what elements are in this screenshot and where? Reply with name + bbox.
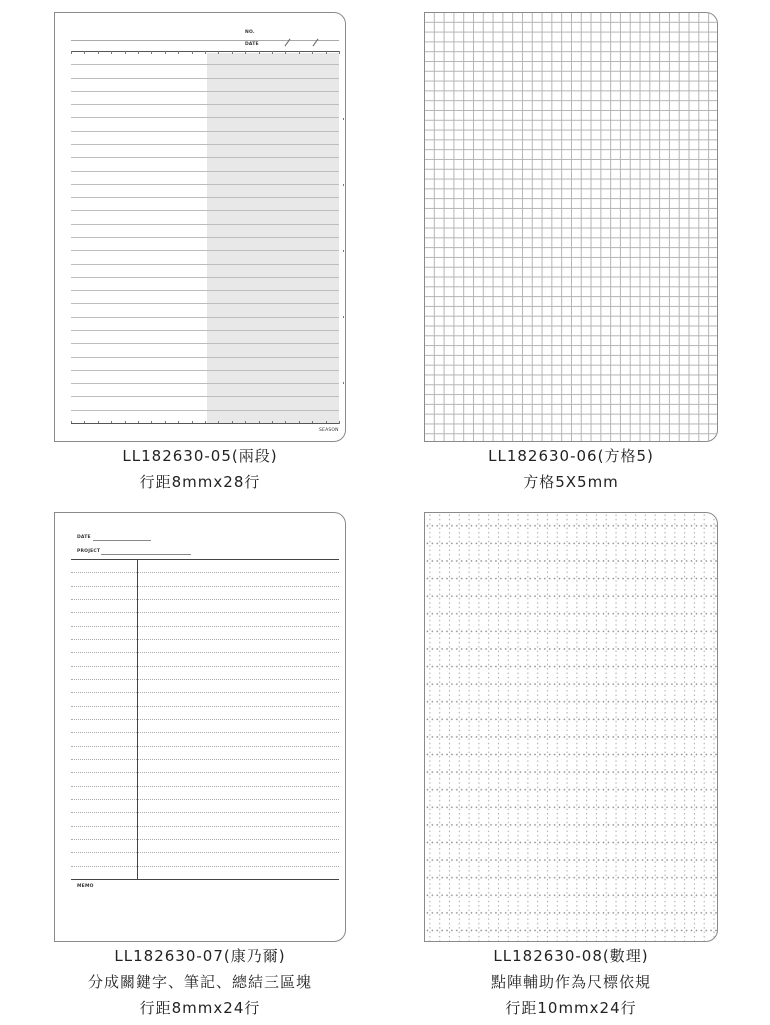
ruler-tick: [285, 51, 286, 54]
product-name: LL182630-07(康乃爾): [114, 947, 286, 965]
dotted-line: [71, 772, 339, 773]
date-label: DATE: [245, 42, 259, 47]
ruler-tick: [218, 51, 219, 54]
caption-08: [391, 943, 751, 1021]
project-label: PROJECT: [77, 549, 101, 554]
ruler-tick: [178, 51, 179, 54]
ruled-line: [71, 78, 339, 79]
dotted-line: [71, 799, 339, 800]
footer-rule: [71, 423, 339, 424]
edge-mark: [343, 382, 345, 384]
ruled-line: [71, 64, 339, 65]
ruler-tick: [339, 421, 340, 424]
ruled-line: [71, 357, 339, 358]
notebook-page-two-section: [54, 12, 346, 442]
dotted-line: [71, 679, 339, 680]
ruled-line: [71, 250, 339, 251]
dotted-line: [71, 599, 339, 600]
ruler-tick: [272, 51, 273, 54]
date-underline: [93, 540, 151, 541]
dotted-line: [71, 652, 339, 653]
ruled-line: [71, 144, 339, 145]
dotted-line: [71, 786, 339, 787]
product-spec: 方格5X5mm: [523, 473, 619, 491]
ruler-tick: [125, 51, 126, 54]
ruler-tick: [339, 51, 340, 54]
ruler-tick: [245, 51, 246, 54]
project-underline: [101, 554, 191, 555]
no-underline: [71, 40, 339, 41]
ruler-tick: [312, 51, 313, 54]
product-name: LL182630-05(兩段): [122, 447, 278, 465]
ruled-line: [71, 224, 339, 225]
ruler-tick: [165, 51, 166, 54]
edge-mark: [343, 118, 345, 120]
brand-logo: SEASON: [319, 428, 339, 433]
ruler-tick: [205, 51, 206, 54]
ruler-tick: [151, 51, 152, 54]
ruled-line: [71, 237, 339, 238]
ruled-line: [71, 91, 339, 92]
header-rule: [71, 559, 339, 560]
dotted-line: [71, 586, 339, 587]
dot-grid-rows: [425, 513, 717, 941]
ruled-line: [71, 210, 339, 211]
ruled-line: [71, 396, 339, 397]
dotted-line: [71, 639, 339, 640]
dotted-line: [71, 826, 339, 827]
ruler-tick: [192, 51, 193, 54]
no-label: NO.: [245, 30, 255, 35]
caption-07: [20, 943, 380, 1021]
shaded-column: [207, 53, 339, 423]
ruler-tick: [299, 51, 300, 54]
product-spec: 行距10mmx24行: [505, 999, 637, 1017]
notebook-page-cornell: [54, 512, 346, 942]
edge-mark: [343, 250, 345, 252]
product-desc: 點陣輔助作為尺標依規: [490, 973, 651, 991]
dotted-line: [71, 572, 339, 573]
dotted-line: [71, 812, 339, 813]
ruler-tick: [138, 51, 139, 54]
memo-label: MEMO: [77, 884, 94, 889]
ruled-line: [71, 343, 339, 344]
dotted-line: [71, 732, 339, 733]
ruler-tick: [84, 51, 85, 54]
notebook-page-dot-grid: [424, 512, 718, 942]
dotted-line: [71, 626, 339, 627]
ruled-line: [71, 290, 339, 291]
notebook-page-grid: [424, 12, 718, 442]
ruled-line: [71, 370, 339, 371]
dotted-line: [71, 719, 339, 720]
ruled-line: [71, 383, 339, 384]
dotted-line: [71, 612, 339, 613]
date-label: DATE: [77, 535, 91, 540]
product-spec: 行距8mmx28行: [139, 473, 261, 491]
product-desc: 分成關鍵字、筆記、總結三區塊: [87, 973, 312, 991]
ruled-line: [71, 303, 339, 304]
summary-rule: [71, 879, 339, 880]
caption-06: [391, 443, 751, 495]
ruled-line: [71, 410, 339, 411]
ruler-tick: [326, 51, 327, 54]
ruler-tick: [232, 51, 233, 54]
ruled-line: [71, 117, 339, 118]
ruler-tick: [111, 51, 112, 54]
ruled-line: [71, 131, 339, 132]
ruled-line: [71, 330, 339, 331]
dotted-line: [71, 692, 339, 693]
ruled-line: [71, 264, 339, 265]
dotted-line: [71, 839, 339, 840]
ruled-line: [71, 171, 339, 172]
ruled-line: [71, 104, 339, 105]
edge-mark: [343, 184, 345, 186]
caption-05: [20, 443, 380, 495]
product-name: LL182630-08(數理): [493, 947, 649, 965]
ruler-tick: [259, 51, 260, 54]
ruled-line: [71, 277, 339, 278]
ruler-tick: [71, 51, 72, 54]
dotted-line: [71, 852, 339, 853]
ruled-line: [71, 157, 339, 158]
grid-pattern: [425, 13, 717, 441]
product-spec: 行距8mmx24行: [139, 999, 261, 1017]
dotted-line: [71, 746, 339, 747]
product-name: LL182630-06(方格5): [488, 447, 654, 465]
dotted-line: [71, 759, 339, 760]
ruled-line: [71, 317, 339, 318]
ruled-line: [71, 184, 339, 185]
dotted-line: [71, 706, 339, 707]
ruler-tick: [98, 51, 99, 54]
edge-mark: [343, 316, 345, 318]
dotted-line: [71, 666, 339, 667]
ruled-line: [71, 197, 339, 198]
dotted-line: [71, 866, 339, 867]
